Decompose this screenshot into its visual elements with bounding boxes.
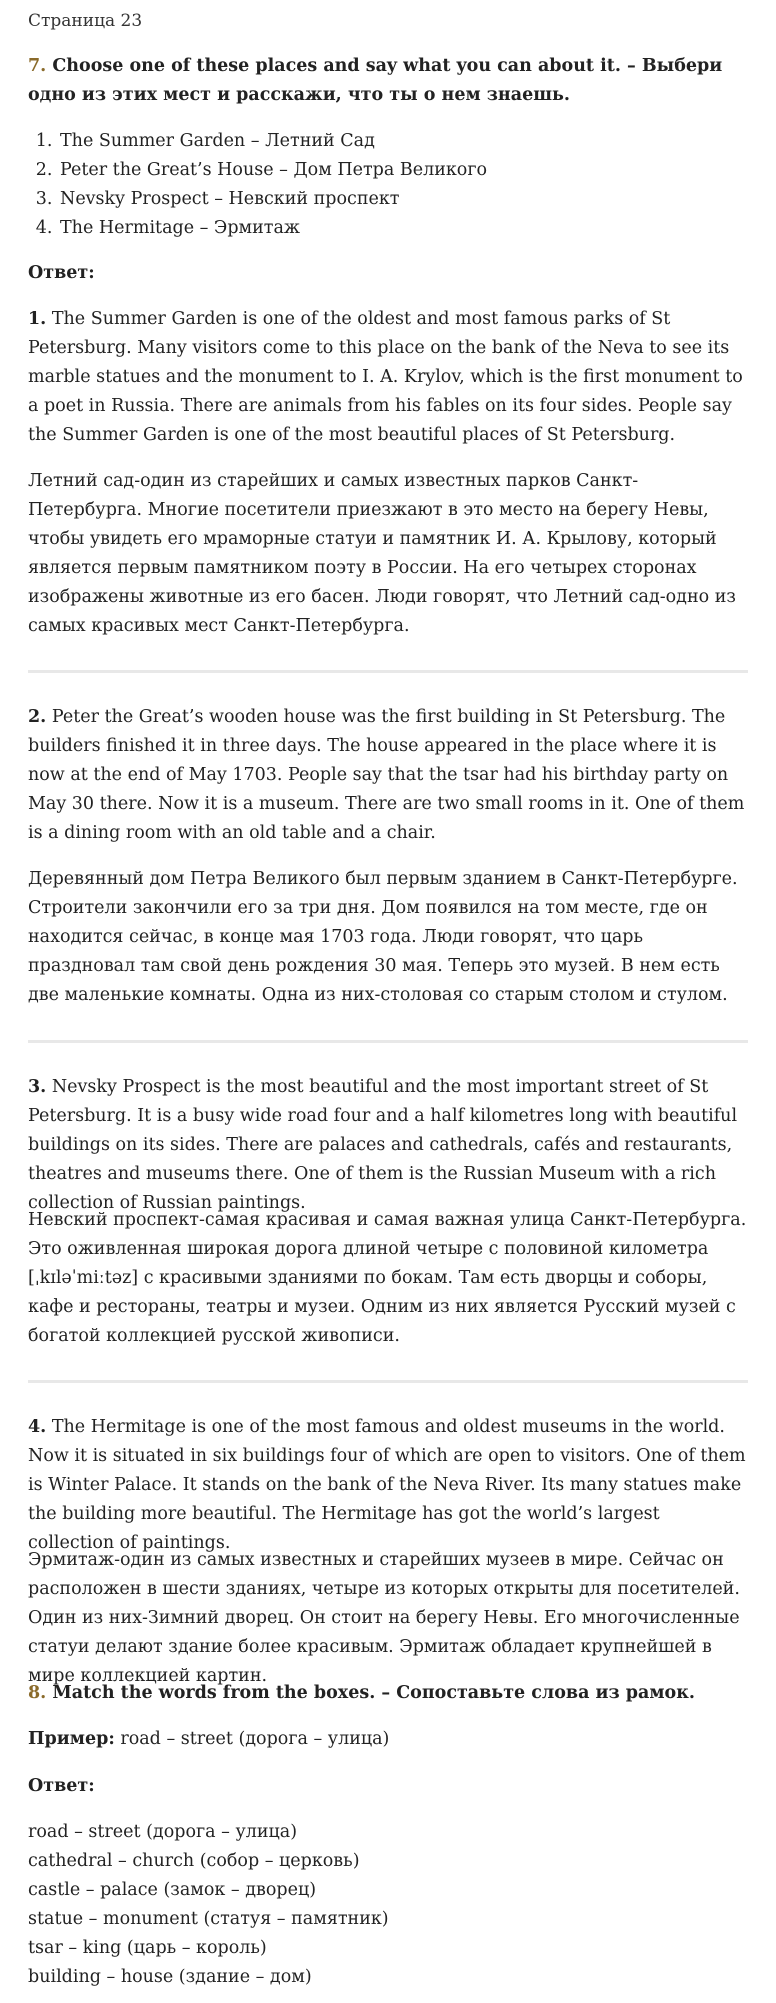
answer-4-russian: Эрмитаж-один из самых известных и старейших музеев в мире. Сейчас он расположен в шести зданиях, четыре из которых открыты для посетителей. Один из них-Зимний дворец. Он стоит на берегу Невы. Его многочисленные статуи делают здание более красивым. Эрмитаж обладает крупнейшей в мире коллекцией картин. [28, 1550, 740, 1686]
match-pair-item: tsar – king (царь – король) [28, 1938, 267, 1958]
answer-4-english-text: The Hermitage is one of the most famous and oldest museums in the world. Now it is situated in six buildings four of which are open to visitors. One of them is Winter Palace. It stands on the bank of the Neva River. Its many statues make the building more beautiful. The Hermitage has got the world’s largest collection of paintings. [28, 1417, 746, 1553]
task-8-heading [28, 1679, 748, 1708]
answer-2-russian: Деревянный дом Петра Великого был первым зданием в Санкт-Петербурге. Строители закончили его за три дня. Дом появился на том месте, где он находится сейчас, в конце мая 1703 года. Люди говорят, что царь праздновал там свой день рождения 30 мая. Теперь это музей. В нем есть две маленькие комнаты. Одна из них-столовая со старым столом и стулом. [28, 869, 738, 1005]
place-item-hermitage: 4. The Hermitage – Эрмитаж [58, 214, 487, 243]
answer-3-number: 3. [28, 1077, 47, 1097]
answer-4-number: 4. [28, 1417, 47, 1437]
match-pair-item: building – house (здание – дом) [28, 1967, 312, 1987]
answer-4-english [28, 1413, 750, 1558]
task-7-answer-label: Ответ: [28, 263, 95, 283]
places-list [28, 127, 487, 243]
task-8-example [28, 1725, 389, 1754]
answer-1-english-text: The Summer Garden is one of the oldest and most famous parks of St Petersburg. Many visitors come to this place on the bank of the Neva to see its marble statues and the monument to I. A. Krylov, which is the first monument to a poet in Russia. There are animals from his fables on its four sides. People say the Summer Garden is one of the most beautiful places of St Petersburg. [28, 309, 743, 445]
answer-1-number: 1. [28, 309, 47, 329]
place-item-nevsky-prospect: 3. Nevsky Prospect – Невский проспект [58, 185, 487, 214]
task-8-example-text: road – street (дорога – улица) [114, 1729, 390, 1749]
answer-1-russian: Летний сад-один из старейших и самых известных парков Санкт-Петербурга. Многие посетители приезжают в это место на берегу Невы, чтобы увидеть его мраморные статуи и памятник И. А. Крылову, который является первым памятником поэту в России. На его четырех сторонах изображены животные из его басен. Люди говорят, что Летний сад-одно из самых красивых мест Санкт-Петербурга. [28, 471, 736, 636]
answer-1-english [28, 305, 750, 450]
answer-3-russian: Невский проспект-самая красивая и самая важная улица Санкт-Петербурга. Это оживленная широкая дорога длиной четыре с половиной километра [ˌkɪləˈmiːtəz] с красивыми зданиями по бокам. Там есть дворцы и соборы, кафе и рестораны, театры и музеи. Одним из них является Русский музей с богатой коллекцией русской живописи. [28, 1210, 747, 1346]
page-number-label: Страница 23 [28, 11, 143, 31]
task-8-heading-text: Match the words from the boxes. – Сопоставьте слова из рамок. [52, 1683, 695, 1703]
section-divider [28, 670, 748, 673]
match-pairs-list [28, 1818, 389, 1992]
task-8-answer-label: Ответ: [28, 1776, 95, 1796]
match-pair-item: castle – palace (замок – дворец) [28, 1880, 317, 1900]
answer-2-english-text: Peter the Great’s wooden house was the first building in St Petersburg. The builders finished it in three days. The house appeared in the place where it is now at the end of May 1703. People say that the tsar had his birthday party on May 30 there. Now it is a museum. There are two small rooms in it. One of them is a dining room with an old table and a chair. [28, 707, 745, 843]
place-item-summer-garden: 1. The Summer Garden – Летний Сад [58, 127, 487, 156]
answer-3-english-text: Nevsky Prospect is the most beautiful and the most important street of St Petersburg. It is a busy wide road four and a half kilometres long with beautiful buildings on its sides. There are palaces and cathedrals, cafés and restaurants, theatres and museums there. One of them is the Russian Museum with a rich collection of Russian paintings. [28, 1077, 738, 1213]
answer-3-english [28, 1073, 750, 1218]
place-item-peter-house: 2. Peter the Great’s House – Дом Петра Великого [58, 156, 487, 185]
match-pair-item: road – street (дорога – улица) [28, 1822, 298, 1842]
task-8-example-label: Пример: [28, 1729, 115, 1749]
answer-2-english [28, 703, 750, 848]
section-divider [28, 1380, 748, 1383]
task-7-number: 7. [28, 56, 47, 76]
task-7-heading-text: Choose one of these places and say what you can about it. – Выбери одно из этих мест и расскажи, что ты о нем знаешь. [28, 56, 723, 105]
task-7-heading [28, 52, 748, 110]
task-8-number: 8. [28, 1683, 47, 1703]
match-pair-item: cathedral – church (собор – церковь) [28, 1851, 360, 1871]
answer-2-number: 2. [28, 707, 47, 727]
section-divider [28, 1040, 748, 1043]
match-pair-item: statue – monument (статуя – памятник) [28, 1909, 389, 1929]
